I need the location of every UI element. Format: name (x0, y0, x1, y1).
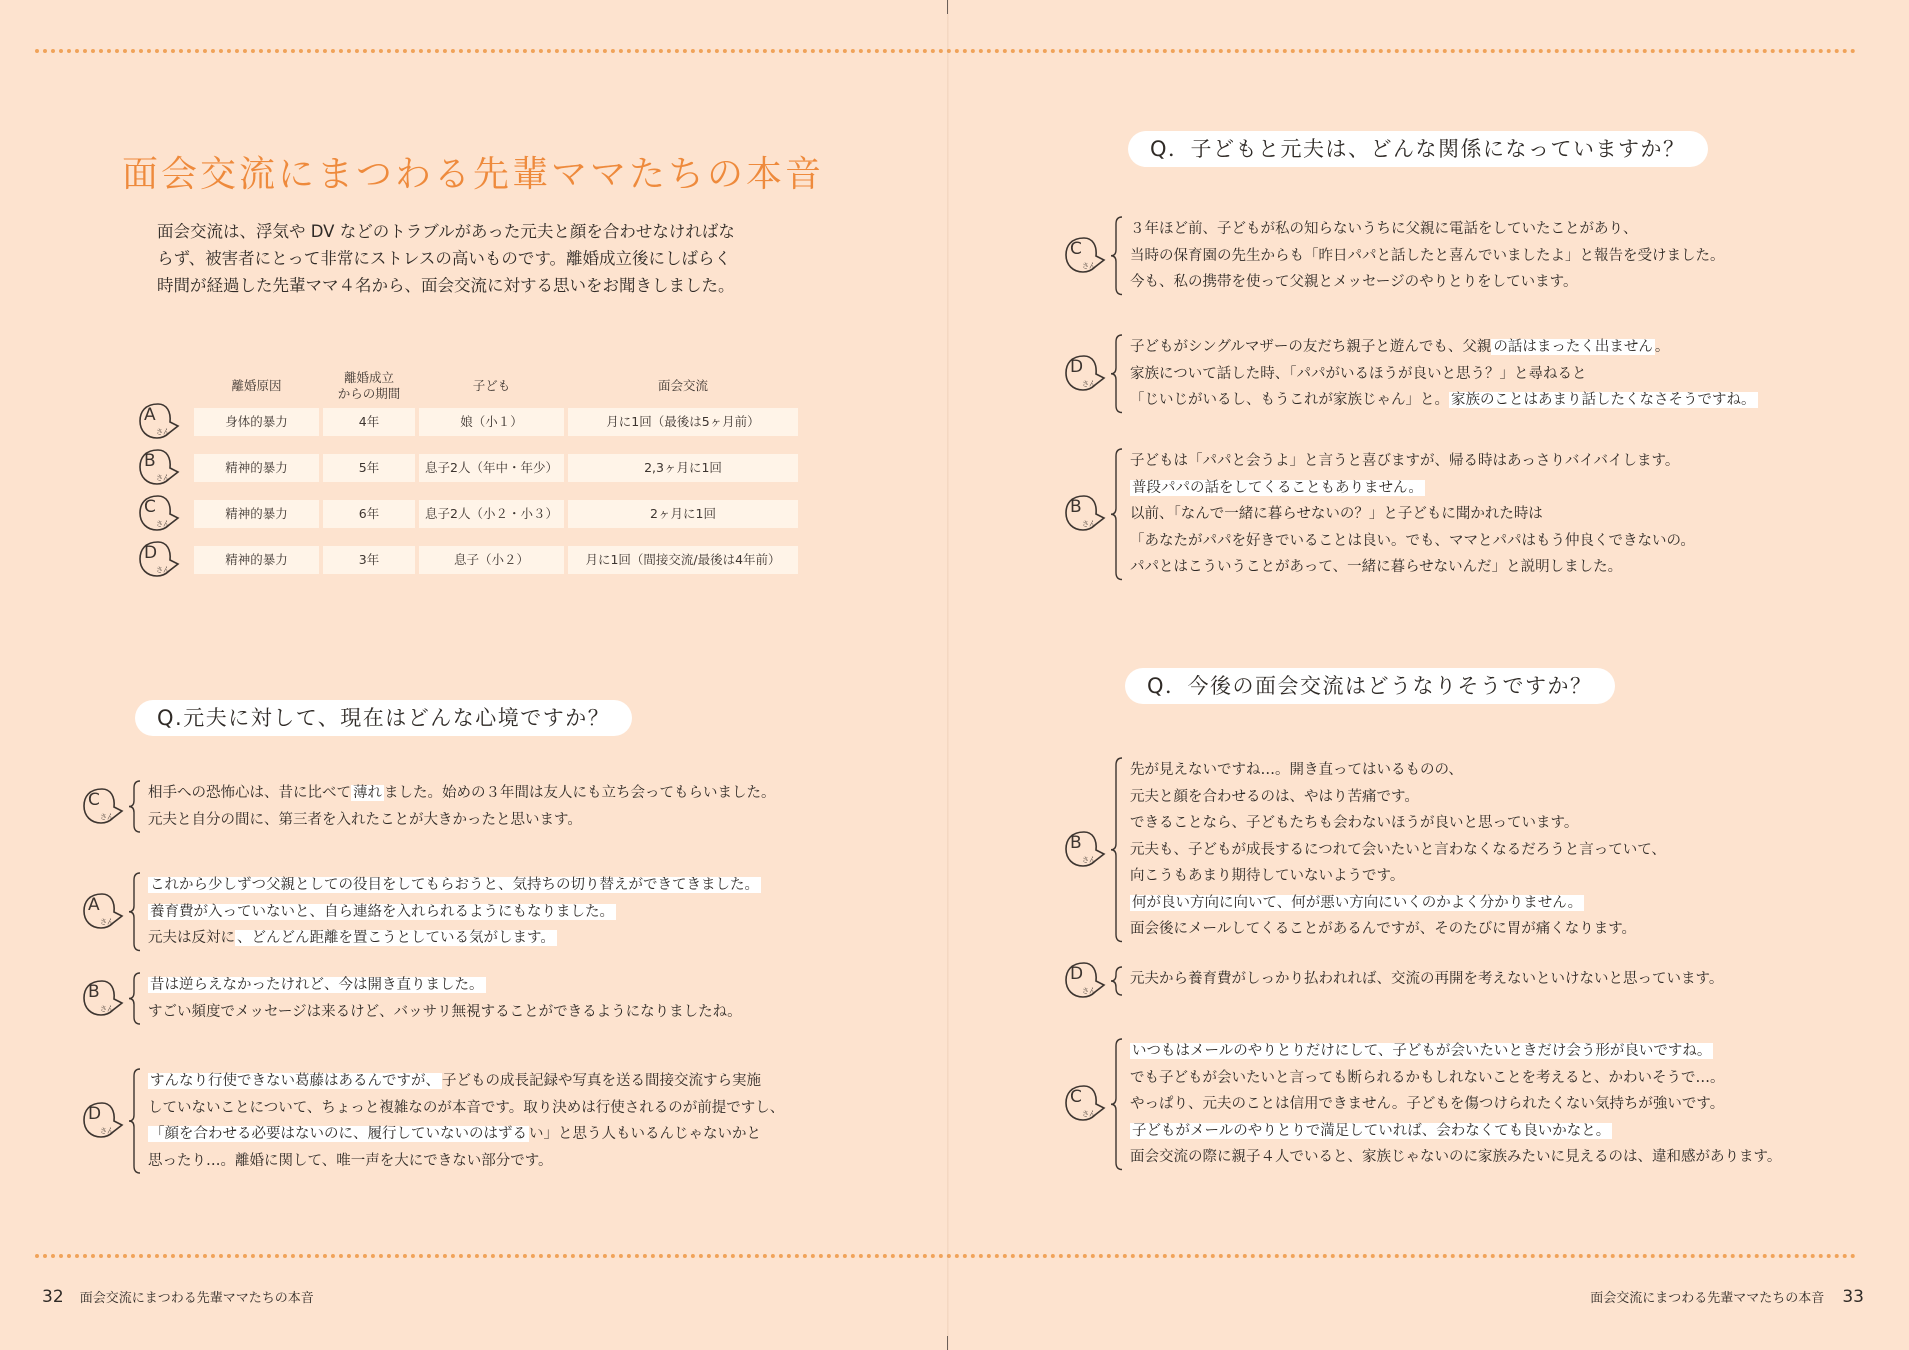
table-cell: 3年 (323, 546, 415, 574)
speaker-d-icon (80, 1099, 124, 1143)
answer-line: 相手への恐怖心は、昔に比べて 薄れ ました。始めの３年間は友人にも立ち会ってもらいました。 (148, 785, 776, 801)
brace-icon (1110, 757, 1124, 943)
answer-line: していないことについて、ちょっと複雑なのが本音です。取り決めは行使されるのが前提ですし、 (148, 1099, 785, 1116)
answer-line: 普段パパの話をしてくることもありません。 (1132, 479, 1423, 496)
crop-mark-top (947, 0, 948, 14)
speaker-label: B (144, 451, 156, 471)
table-cell: 月に1回（間接交流/最後は4年前） (568, 546, 798, 574)
speaker-san: さん (100, 1004, 114, 1013)
table-cell: 2,3ヶ月に1回 (568, 454, 798, 482)
table-cell: 身体的暴力 (194, 408, 319, 436)
answer-line: 元夫は反対に 、どんどん距離を置こうとしている気がします。 (148, 930, 555, 946)
page-gutter (947, 0, 949, 1350)
table-header-cause: 離婚原因 (231, 378, 282, 393)
table-cell: 精神的暴力 (194, 454, 319, 482)
table-cell: 5年 (323, 454, 415, 482)
answer-text (148, 872, 761, 952)
answer-line: 子どもがメールのやりとりで満足していれば、会わなくても良いかなと。 (1132, 1122, 1611, 1139)
speaker-san: さん (100, 812, 114, 821)
answer-line: 元夫も、子どもが成長するにつれて会いたいと言わなくなるだろうと言っていて、 (1130, 841, 1666, 858)
answer-text (1130, 216, 1725, 296)
answer-line: 「じいじがいるし、もうこれが家族じゃん」と。 家族のことはあまり話したくなさそうですね。 (1130, 392, 1756, 408)
answer-line: 面会後にメールしてくることがあるんですが、そのたびに胃が痛くなります。 (1130, 921, 1637, 937)
answer-line: 元夫と顔を合わせるのは、やはり苦痛です。 (1130, 788, 1419, 805)
speaker-a-icon (80, 890, 124, 934)
answer-line: すごい頻度でメッセージは来るけど、バッサリ無視することができるようになりましたね。 (148, 1003, 742, 1020)
answer-line: 養育費が入っていないと、自ら連絡を入れられるようにもなりました。 (150, 903, 614, 920)
answer-line: 先が見えないですね…。開き直ってはいるものの、 (1130, 762, 1463, 778)
answer-line: 元夫と自分の間に、第三者を入れたことが大きかったと思います。 (148, 811, 582, 828)
answer-line: でも子どもが会いたいと言っても断られるかもしれないことを考えると、かわいそうで…。 (1130, 1069, 1725, 1086)
speaker-label: D (1070, 356, 1084, 377)
speaker-san: さん (156, 566, 170, 574)
answer-line: 今も、私の携帯を使って父親とメッセージのやりとりをしています。 (1130, 274, 1578, 290)
speaker-san: さん (156, 428, 170, 436)
intro-line: 時間が経過した先輩ママ４名から、面会交流に対する思いをお聞きしました。 (157, 276, 735, 295)
answer-text (1130, 966, 1723, 993)
answer-line: ３年ほど前、子どもが私の知らないうちに父親に電話をしていたことがあり、 (1130, 221, 1638, 237)
speaker-san: さん (156, 520, 170, 528)
speaker-label: C (88, 789, 100, 810)
speaker-label: A (144, 405, 156, 425)
brace-icon (1110, 1038, 1124, 1171)
speaker-c-icon (1062, 234, 1106, 278)
speaker-san: さん (1082, 1110, 1096, 1119)
crop-mark-bottom (947, 1336, 948, 1350)
answer-line: 何が良い方向に向いて、何が悪い方向にいくのかよく分かりません。 (1132, 894, 1583, 911)
speaker-c-icon (80, 785, 124, 829)
speaker-label: C (1070, 1087, 1082, 1108)
speaker-b-icon (1062, 492, 1106, 536)
answer-text (1130, 448, 1695, 581)
answer-line: 子どもがシングルマザーの友だち親子と遊んでも、父親 の話はまったく出ません 。 (1130, 339, 1670, 355)
answer-line: 昔は逆らえなかったけれど、今は開き直りました。 (150, 977, 484, 993)
bottom-dotted-rule (35, 1254, 1857, 1258)
answer-line: 以前、「なんで一緒に暮らせないの？」と子どもに聞かれた時は (1130, 506, 1543, 522)
speaker-san: さん (100, 917, 114, 926)
answer-line: 面会交流の際に親子４人でいると、家族じゃないのに家族みたいに見えるのは、違和感があります。 (1130, 1149, 1782, 1165)
table-row (132, 543, 812, 576)
footer-right (1590, 1287, 1864, 1307)
question-heading: Q．今後の面会交流はどうなりそうですか？ (1125, 668, 1615, 704)
table-cell: 息子2人（年中・年少） (419, 454, 564, 482)
speaker-b-icon (80, 977, 124, 1021)
speaker-san: さん (1082, 520, 1096, 529)
speaker-b-icon (1062, 828, 1106, 872)
answer-line: 家族について話した時、「パパがいるほうが良いと思う？」と尋ねると (1130, 365, 1587, 382)
table-cell: 息子2人（小２・小３） (419, 500, 564, 528)
answer-line: 思ったり…。離婚に関して、唯一声を大にできない部分です。 (148, 1152, 553, 1169)
speaker-c-icon (1062, 1082, 1106, 1126)
answer-line: やっぱり、元夫のことは信用できません。子どもを傷つけられたくない気持ちが強いです。 (1130, 1096, 1725, 1112)
brace-icon (128, 872, 142, 952)
answer-text (1130, 1038, 1781, 1171)
answer-line: 子どもは「パパと会うよ」と言うと喜びますが、帰る時はあっさりバイバイします。 (1130, 453, 1680, 469)
speaker-c-icon (136, 492, 180, 536)
speaker-a-icon (136, 400, 180, 444)
brace-icon (128, 780, 142, 833)
speaker-label: C (144, 497, 156, 517)
speaker-label: D (1070, 964, 1084, 984)
brace-icon (1110, 216, 1124, 296)
speaker-san: さん (1082, 261, 1096, 270)
answer-line: これから少しずつ父親としての役目をしてもらおうと、気持ちの切り替えができてきました。 (150, 877, 759, 893)
answer-line: 元夫から養育費がしっかり払われれば、交流の再開を考えないといけないと思っています。 (1130, 971, 1724, 987)
page-number: 33 (1842, 1287, 1864, 1307)
speaker-d-icon (1062, 352, 1106, 396)
speaker-san: さん (156, 474, 170, 482)
answer-line: 当時の保育園の先生からも「昨日パパと話したと喜んでいましたよ」と報告を受けました。 (1130, 247, 1725, 264)
answer-line: すんなり行使できない葛藤はあるんですが、 子どもの成長記録や写真を送る間接交流すら実施 (150, 1073, 761, 1089)
speaker-d-icon (1062, 959, 1106, 1003)
brace-icon (1110, 448, 1124, 581)
intro-line: らず、被害者にとって非常にストレスの高いものです。離婚成立後にしばらく (157, 249, 732, 268)
answer-line: 向こうもあまり期待していないようです。 (1130, 868, 1405, 884)
table-row (132, 405, 812, 438)
speaker-san: さん (1082, 987, 1096, 995)
table-cell: 月に1回（最後は5ヶ月前） (568, 408, 798, 436)
question-heading: Q．子どもと元夫は、どんな関係になっていますか？ (1128, 131, 1708, 167)
table-cell: 6年 (323, 500, 415, 528)
intro-line: 面会交流は、浮気や DV などのトラブルがあった元夫と顔を合わせなければな (157, 222, 735, 241)
answer-text (1130, 757, 1666, 943)
table-cell: 2ヶ月に1回 (568, 500, 798, 528)
table-row (132, 451, 812, 484)
table-cell: 娘（小１） (419, 408, 564, 436)
table-header-visitation: 面会交流 (657, 378, 708, 393)
answer-line: 「あなたがパパを好きでいることは良い。でも、ママとパパはもう仲良くできないの。 (1130, 532, 1695, 549)
answer-line: パパとはこういうことがあって、一緒に暮らせないんだ」と説明しました。 (1130, 559, 1623, 575)
brace-icon (1110, 966, 1124, 996)
footer-left (42, 1287, 314, 1307)
table-cell: 4年 (323, 408, 415, 436)
table-header-period: 離婚成立 からの期間 (337, 370, 401, 401)
speaker-label: A (88, 894, 100, 915)
top-dotted-rule (35, 49, 1857, 53)
brace-icon (128, 972, 142, 1025)
answer-line: いつもはメールのやりとりだけにして、子どもが会いたいときだけ会う形が良いですね。 (1132, 1043, 1712, 1059)
speaker-d-icon (136, 538, 180, 582)
running-title: 面会交流にまつわる先輩ママたちの本音 (79, 1291, 314, 1306)
answer-line: 「顔を合わせる必要はないのに、履行していないのはずる い」と思う人もいるんじゃないかと (150, 1126, 761, 1142)
speaker-label: C (1070, 238, 1082, 259)
intro-paragraph (157, 218, 797, 299)
brace-icon (128, 1068, 142, 1174)
speaker-label: B (1070, 832, 1082, 853)
table-cell: 精神的暴力 (194, 546, 319, 574)
answer-text (148, 972, 742, 1025)
speaker-san: さん (1082, 855, 1096, 864)
speaker-b-icon (136, 446, 180, 490)
answer-line: できることなら、子どもたちも会わないほうが良いと思っています。 (1130, 815, 1579, 831)
answer-text (1130, 334, 1758, 414)
table-cell: 息子（小２） (419, 546, 564, 574)
speaker-san: さん (1082, 379, 1096, 388)
speaker-san: さん (100, 1127, 114, 1135)
answer-text (148, 1068, 784, 1174)
question-heading: Q.元夫に対して、現在はどんな心境ですか？ (135, 700, 632, 736)
table-cell: 精神的暴力 (194, 500, 319, 528)
table-row (132, 497, 812, 530)
running-title: 面会交流にまつわる先輩ママたちの本音 (1590, 1291, 1825, 1306)
page-title: 面会交流にまつわる先輩ママたちの本音 (122, 154, 825, 196)
page-number: 32 (42, 1287, 64, 1307)
speaker-label: B (1070, 497, 1082, 518)
answer-text (148, 780, 776, 833)
speaker-label: D (144, 543, 158, 563)
table-header-children: 子ども (472, 378, 511, 393)
brace-icon (1110, 334, 1124, 414)
speaker-label: D (88, 1104, 102, 1124)
speaker-label: B (88, 981, 100, 1002)
